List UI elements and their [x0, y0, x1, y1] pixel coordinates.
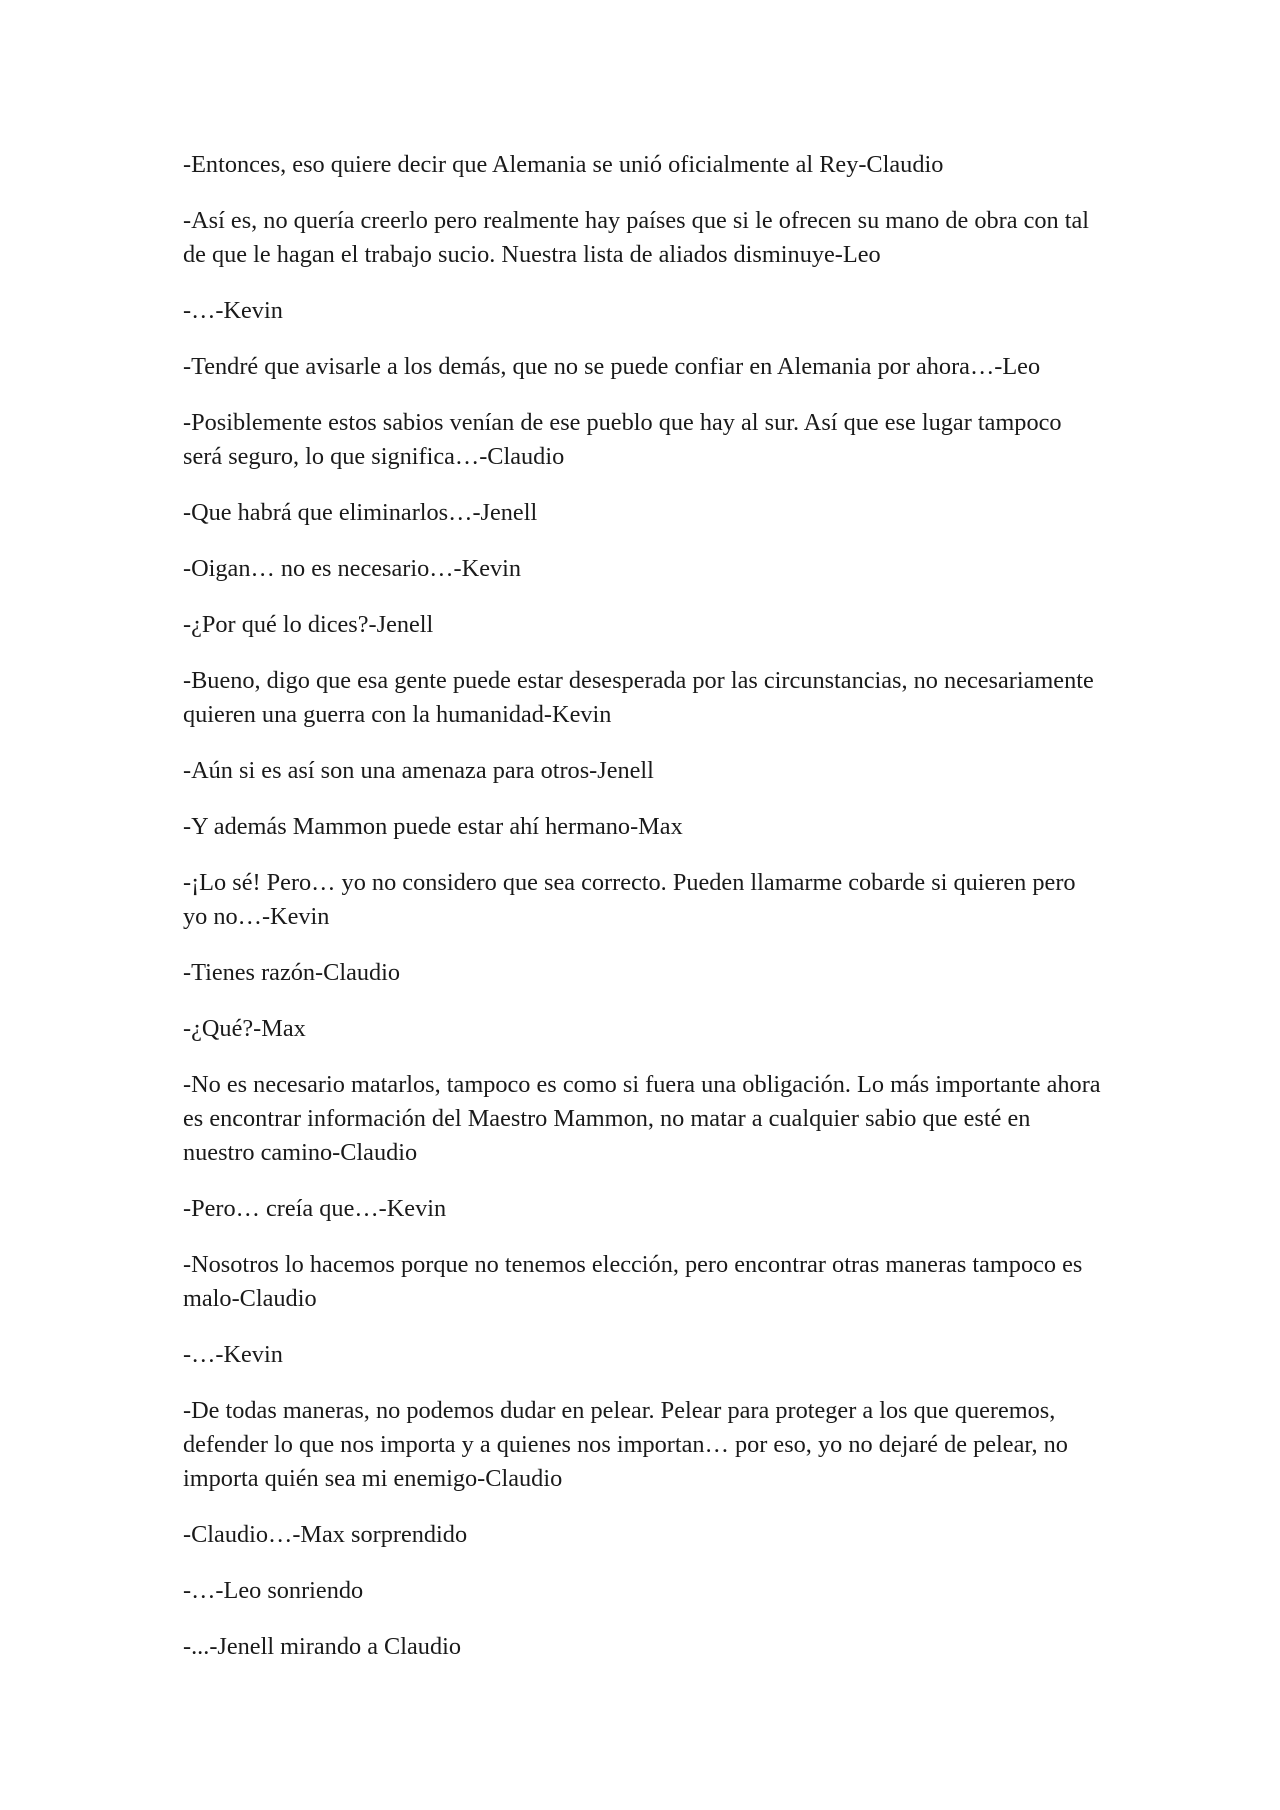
dialogue-paragraph: -¡Lo sé! Pero… yo no considero que sea correcto. Pueden llamarme cobarde si quieren pero yo no…-Kevin: [183, 869, 1076, 930]
dialogue-paragraph: -…-Kevin: [183, 297, 283, 324]
dialogue-paragraph: -¿Por qué lo dices?-Jenell: [183, 611, 434, 638]
dialogue-paragraph: -Aún si es así son una amenaza para otros-Jenell: [183, 757, 654, 784]
dialogue-paragraph: -Claudio…-Max sorprendido: [183, 1521, 468, 1548]
dialogue-paragraph: -…-Kevin: [183, 1341, 283, 1368]
dialogue-paragraph: -No es necesario matarlos, tampoco es como si fuera una obligación. Lo más importante ahora es encontrar información del Maestro Mammon, no matar a cualquier sabio que esté en nuestro camino-Claudio: [183, 1071, 1101, 1166]
document-body: [183, 148, 1103, 1686]
dialogue-paragraph: -Tendré que avisarle a los demás, que no se puede confiar en Alemania por ahora…-Leo: [183, 353, 1041, 380]
dialogue-paragraph: -Tienes razón-Claudio: [183, 959, 401, 986]
dialogue-paragraph: -Oigan… no es necesario…-Kevin: [183, 555, 522, 582]
dialogue-paragraph: -Que habrá que eliminarlos…-Jenell: [183, 499, 538, 526]
dialogue-paragraph: -Así es, no quería creerlo pero realmente hay países que si le ofrecen su mano de obra con tal de que le hagan el trabajo sucio. Nuestra lista de aliados disminuye-Leo: [183, 207, 1090, 268]
dialogue-paragraph: -Nosotros lo hacemos porque no tenemos elección, pero encontrar otras maneras tampoco es malo-Claudio: [183, 1251, 1083, 1312]
dialogue-paragraph: -…-Leo sonriendo: [183, 1577, 364, 1604]
dialogue-paragraph: -Entonces, eso quiere decir que Alemania se unió oficialmente al Rey-Claudio: [183, 151, 944, 178]
dialogue-paragraph: -Y además Mammon puede estar ahí hermano-Max: [183, 813, 683, 840]
dialogue-paragraph: -Posiblemente estos sabios venían de ese pueblo que hay al sur. Así que ese lugar tampoco será seguro, lo que significa…-Claudio: [183, 409, 1062, 470]
dialogue-paragraph: -De todas maneras, no podemos dudar en pelear. Pelear para proteger a los que queremos, defender lo que nos importa y a quienes nos importan… por eso, yo no dejaré de pelear, no importa quién sea mi enemigo-Claudio: [183, 1397, 1068, 1492]
dialogue-paragraph: -Bueno, digo que esa gente puede estar desesperada por las circunstancias, no necesariamente quieren una guerra con la humanidad-Kevin: [183, 667, 1094, 728]
dialogue-paragraph: -...-Jenell mirando a Claudio: [183, 1633, 461, 1660]
dialogue-paragraph: -Pero… creía que…-Kevin: [183, 1195, 447, 1222]
dialogue-paragraph: -¿Qué?-Max: [183, 1015, 306, 1042]
